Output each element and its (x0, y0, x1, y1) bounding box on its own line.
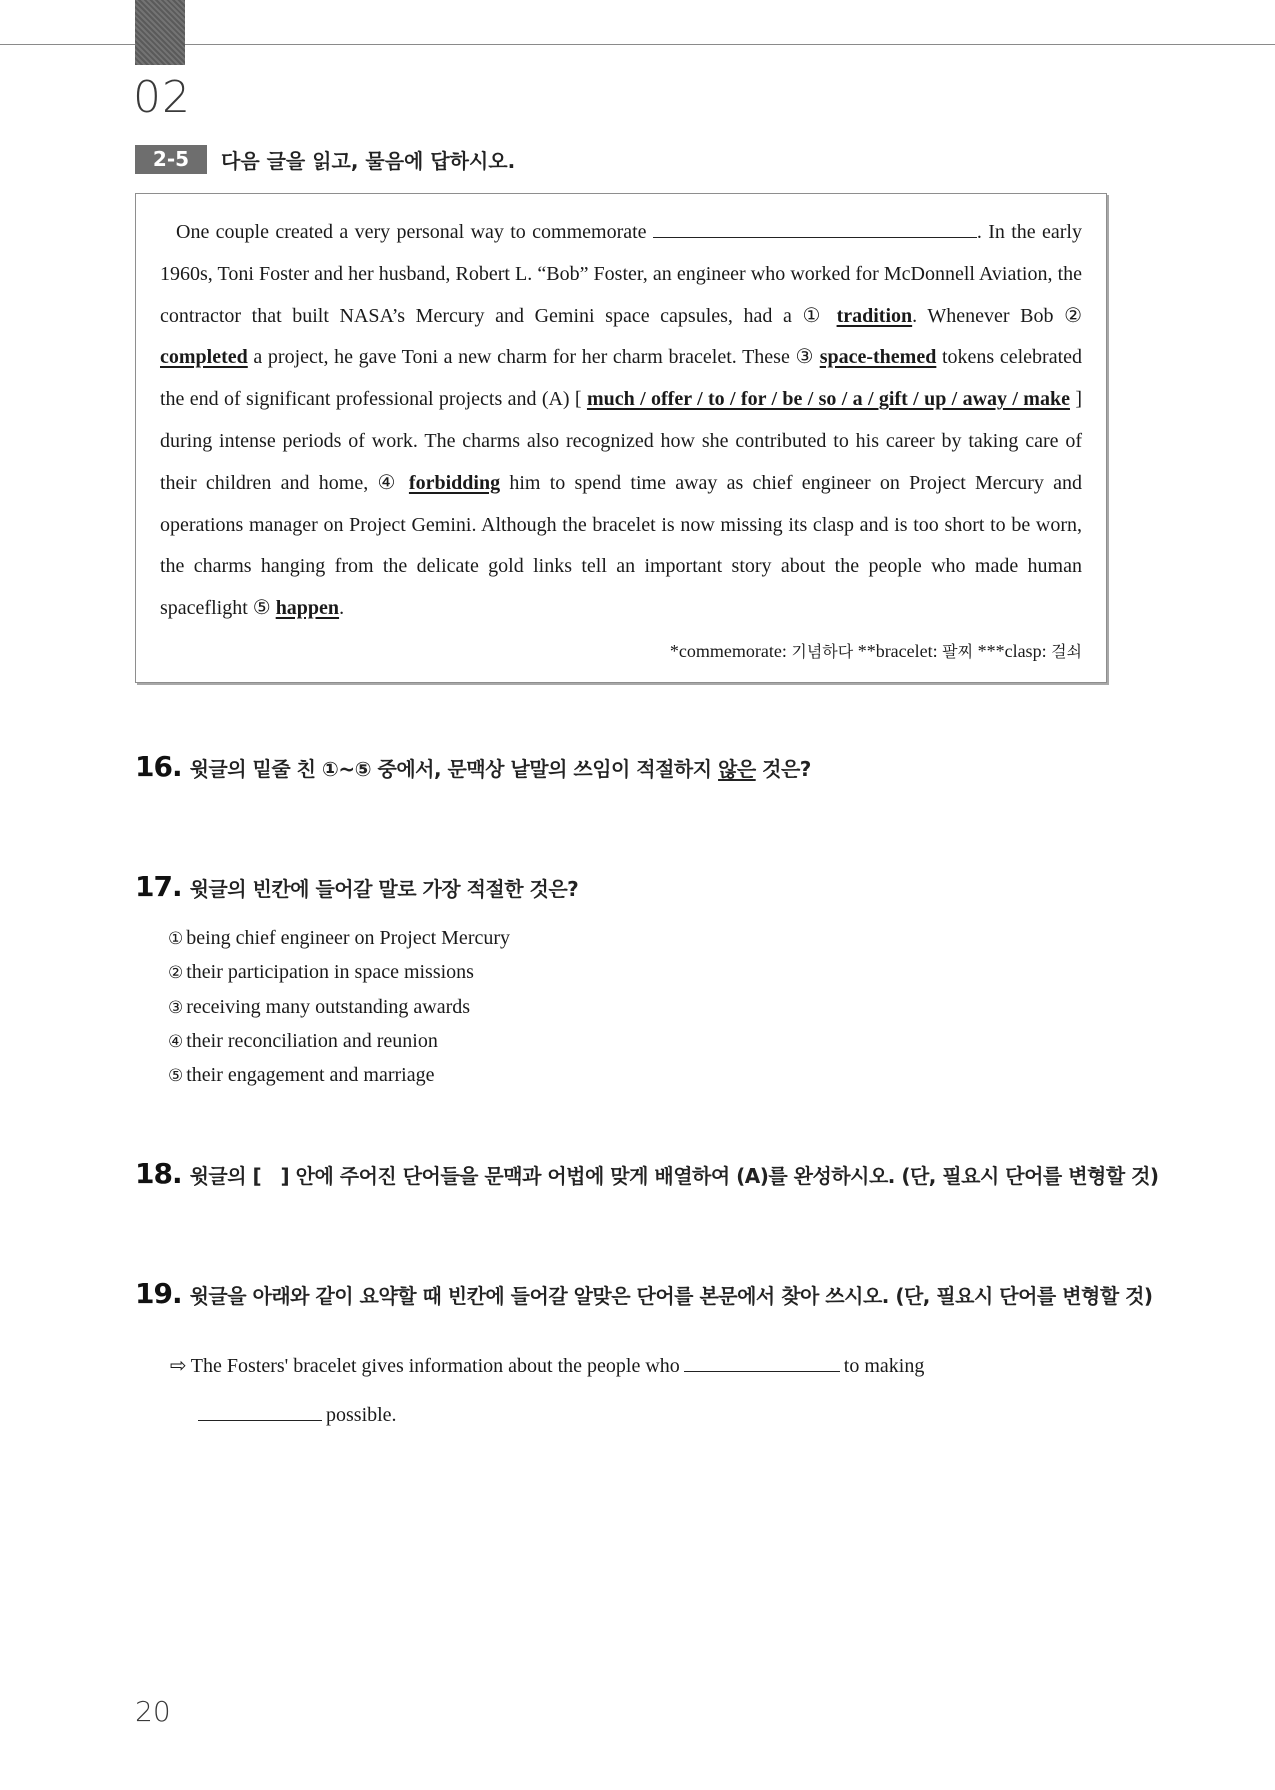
question-16 (135, 750, 811, 783)
footnote-term: **bracelet: (853, 641, 943, 661)
section-instruction: 다음 글을 읽고, 물음에 답하시오. (221, 148, 516, 173)
question-number: 19. (135, 1277, 182, 1310)
arrow-icon: ⇨ (170, 1353, 187, 1377)
summary-blank-1[interactable] (684, 1353, 840, 1372)
footnote-gloss: 팔찌 (942, 642, 974, 661)
passage-segment: ] during intense periods of work. The charms also recognized how she contributed to his career by taking care of their children and home, (160, 388, 1082, 494)
underlined-word-1: tradition (836, 304, 913, 327)
passage-segment: . (339, 597, 345, 620)
question-emphasis: 않은 (718, 757, 756, 781)
passage-box (135, 193, 1107, 683)
question-text: 윗글을 아래와 같이 요약할 때 빈칸에 들어갈 알맞은 단어를 본문에서 찾아 쓰시오. (단, 필요시 단어를 변형할 것) (189, 1284, 1153, 1308)
answer-option[interactable] (168, 1059, 510, 1093)
underlined-word-3: space-themed (819, 346, 937, 369)
answer-option[interactable] (168, 1025, 510, 1059)
marker-5: ⑤ (252, 597, 271, 620)
question-text (190, 753, 811, 782)
option-text: their engagement and marriage (186, 1064, 435, 1087)
option-number: ① (168, 929, 184, 949)
section-badge: 2-5 (135, 145, 207, 174)
passage-segment: . In the early 1960s, Toni Foster and her husband, Robert L. “Bob” Foster, an engineer who worked for McDonnell Aviation, the contractor that built NASA’s Mercury and Gemini space capsules, had a (160, 221, 1082, 327)
page-number: 20 (135, 1695, 171, 1728)
marker-3: ③ (795, 346, 815, 369)
option-text: their participation in space missions (186, 961, 474, 984)
underlined-word-4: forbidding (408, 471, 501, 494)
section-header (135, 144, 515, 174)
passage-segment: him to spend time away as chief engineer on Project Mercury and operations manager on Project Gemini. Although the bracelet is now missing its clasp and is too short to be worn, the charms hanging from the delicate gold links tell an important story about the people who made human spaceflight (160, 471, 1082, 620)
passage-segment: . Whenever Bob (912, 304, 1065, 327)
footnote-gloss: 기념하다 (791, 642, 854, 661)
summary-blank-2[interactable] (198, 1402, 322, 1421)
footnote-term: ***clasp: (973, 641, 1052, 661)
summary-sentence (170, 1350, 924, 1430)
answer-option[interactable] (168, 991, 510, 1025)
question-17 (135, 870, 578, 903)
underlined-word-5: happen (275, 597, 340, 620)
option-text: being chief engineer on Project Mercury (186, 927, 511, 949)
question-18 (135, 1157, 1159, 1190)
option-text: their reconciliation and reunion (186, 1029, 438, 1052)
passage-blank (653, 215, 977, 238)
option-number: ② (168, 963, 184, 984)
question-text-part: 윗글의 밑줄 친 ①~⑤ 중에서, 문맥상 낱말의 쓰임이 적절하지 (189, 757, 719, 781)
option-number: ③ (168, 997, 184, 1018)
header-rule (0, 44, 1275, 45)
answer-options (168, 922, 510, 1093)
question-19 (135, 1277, 1153, 1310)
marker-2: ② (1064, 304, 1082, 327)
passage-footnote (670, 639, 1082, 662)
footnote-term: *commemorate: (669, 641, 792, 661)
footnote-gloss: 걸쇠 (1051, 642, 1082, 661)
marker-4: ④ (377, 471, 400, 494)
answer-option[interactable] (168, 956, 510, 990)
chapter-number: 02 (133, 72, 191, 123)
scrambled-words: much / offer / to / for / be / so / a / gift / up / away / make (586, 388, 1070, 411)
passage-segment: One couple created a very personal way to commemorate (176, 221, 653, 243)
summary-text: possible. (326, 1404, 397, 1426)
chapter-tab-marker (135, 0, 185, 65)
question-text: 윗글의 빈칸에 들어갈 말로 가장 적절한 것은? (189, 877, 579, 901)
question-number: 17. (135, 870, 182, 903)
passage-segment: a project, he gave Toni a new charm for her charm bracelet. These (247, 346, 796, 369)
summary-text: to making (843, 1355, 925, 1377)
answer-option[interactable] (168, 922, 510, 956)
question-number: 18. (135, 1157, 182, 1190)
option-number: ⑤ (168, 1066, 184, 1087)
passage-text (160, 212, 1082, 630)
marker-1: ① (802, 304, 826, 327)
summary-text: The Fosters' bracelet gives information about the people who (190, 1355, 680, 1377)
question-text: 윗글의 [ ] 안에 주어진 단어들을 문맥과 어법에 맞게 배열하여 (A)를 완성하시오. (단, 필요시 단어를 변형할 것) (189, 1164, 1159, 1188)
passage-segment: tokens celebrated the end of significant professional projects and (A) [ (160, 346, 1083, 411)
question-number: 16. (135, 750, 182, 783)
question-text-part: 것은? (755, 757, 811, 781)
option-text: receiving many outstanding awards (186, 995, 471, 1018)
option-number: ④ (168, 1031, 184, 1052)
underlined-word-2: completed (160, 346, 248, 369)
